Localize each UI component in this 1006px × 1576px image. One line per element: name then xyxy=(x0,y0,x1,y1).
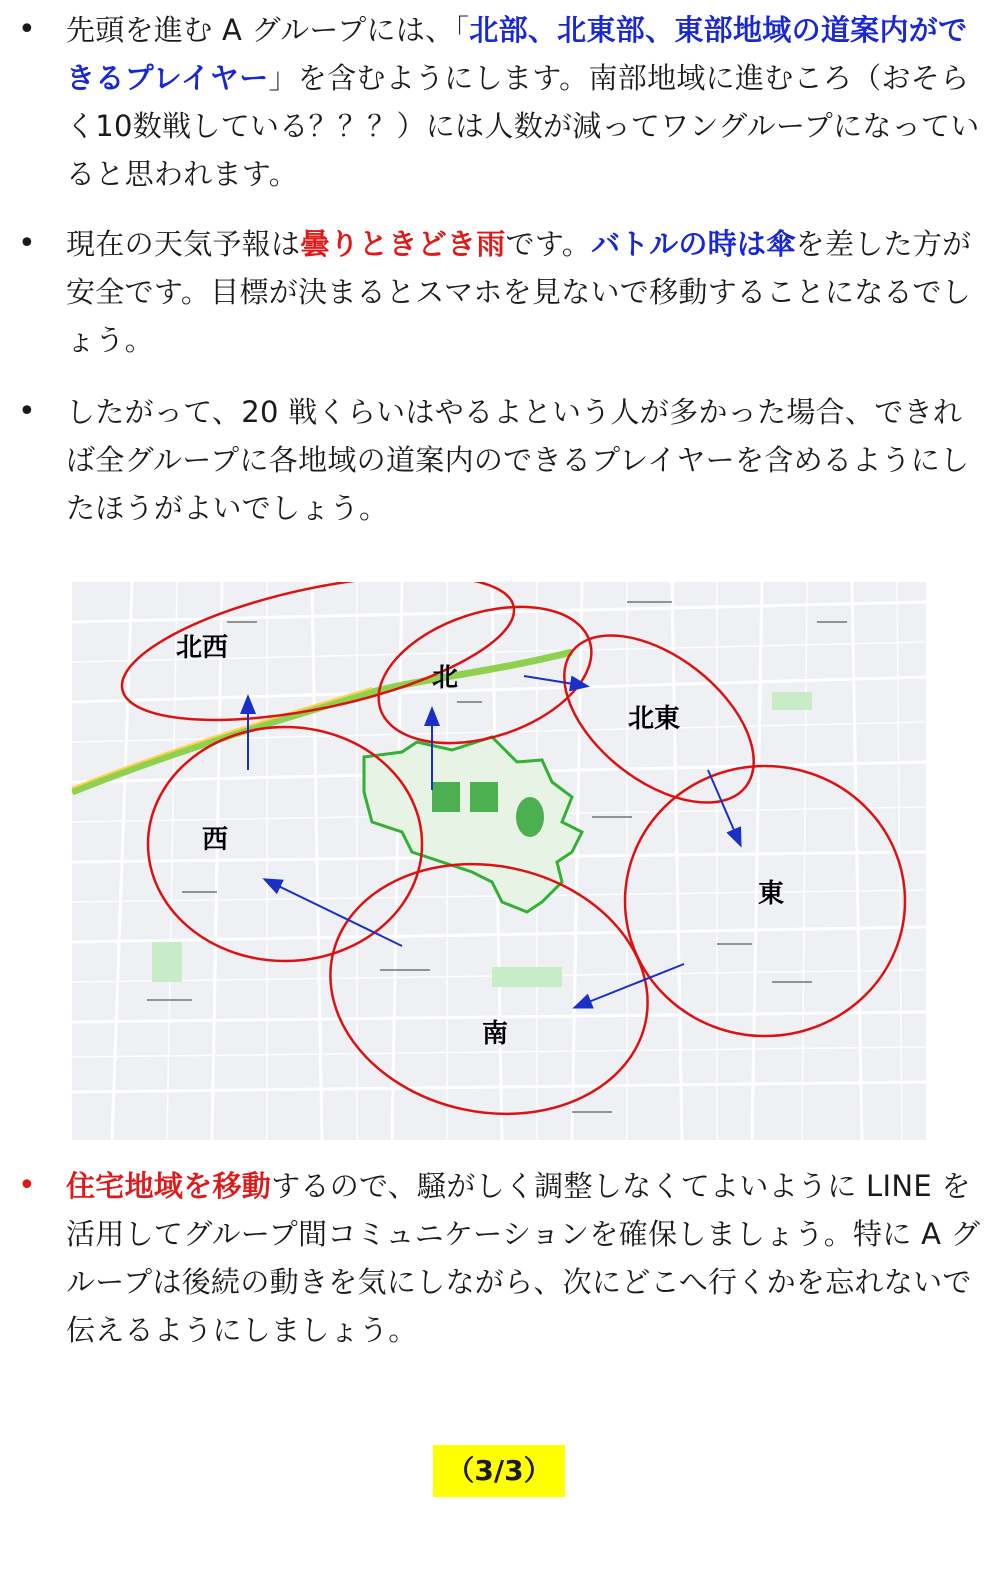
text-span: したがって、20 戦くらいはやるよという人が多かった場合、できれば全グループに各地域の道案内のできるプレイヤーを含めるようにしたほうがよいでしょう。 xyxy=(66,395,970,525)
green-area xyxy=(152,942,182,982)
text-span: 現在の天気予報は xyxy=(66,227,301,261)
highlight-blue: 北部、北東部、東部地域の道案内ができるプレイヤー xyxy=(66,13,968,95)
bullet-item-1 xyxy=(18,6,984,198)
label-hokutou: 北東 xyxy=(628,704,681,734)
page-number: （3/3） xyxy=(433,1445,565,1497)
bullet-text xyxy=(66,220,984,364)
bullet-text xyxy=(66,388,984,532)
bullet-marker: • xyxy=(18,394,36,429)
bullet-marker: • xyxy=(18,1168,36,1203)
bullet-item-2 xyxy=(18,220,984,364)
text-span: 」を含むようにします。南部地域に進むころ（おそらく10数戦している？？？）には人数が減ってワングループになっていると思われます。 xyxy=(66,61,980,191)
text-span: 先頭を進む A グループには、「 xyxy=(66,13,470,47)
highlight-red: 曇りときどき雨 xyxy=(300,227,506,261)
bullet-marker: • xyxy=(18,226,36,261)
bullet-marker: • xyxy=(18,12,36,47)
text-span: を差した方が安全です。目標が決まるとスマホを見ないで移動することになるでしょう。 xyxy=(66,227,972,357)
label-higashi: 東 xyxy=(758,879,785,909)
text-span: です。 xyxy=(505,227,592,261)
area-map xyxy=(72,582,926,1140)
bullet-item-3 xyxy=(18,388,984,532)
green-area xyxy=(772,692,812,710)
label-minami: 南 xyxy=(482,1019,509,1049)
highlight-blue: バトルの時は傘 xyxy=(591,227,796,261)
park-field xyxy=(516,797,544,837)
bullet-item-4 xyxy=(18,1162,984,1354)
highlight-red: 住宅地域を移動 xyxy=(66,1169,272,1203)
label-kita: 北 xyxy=(432,663,459,693)
bullet-text xyxy=(66,6,984,198)
text-span: するので、騒がしく調整しなくてよいように LINE を活用してグループ間コミュニケーションを確保しましょう。特に A グループは後続の動きを気にしながら、次にどこへ行くかを忘れないで伝えるようにしましょう。 xyxy=(66,1169,981,1347)
park-field xyxy=(470,782,498,812)
bullet-text xyxy=(66,1162,984,1354)
label-nishi: 西 xyxy=(202,825,229,855)
park-field xyxy=(432,782,460,812)
green-area xyxy=(492,967,562,987)
label-hokusei: 北西 xyxy=(176,633,229,663)
